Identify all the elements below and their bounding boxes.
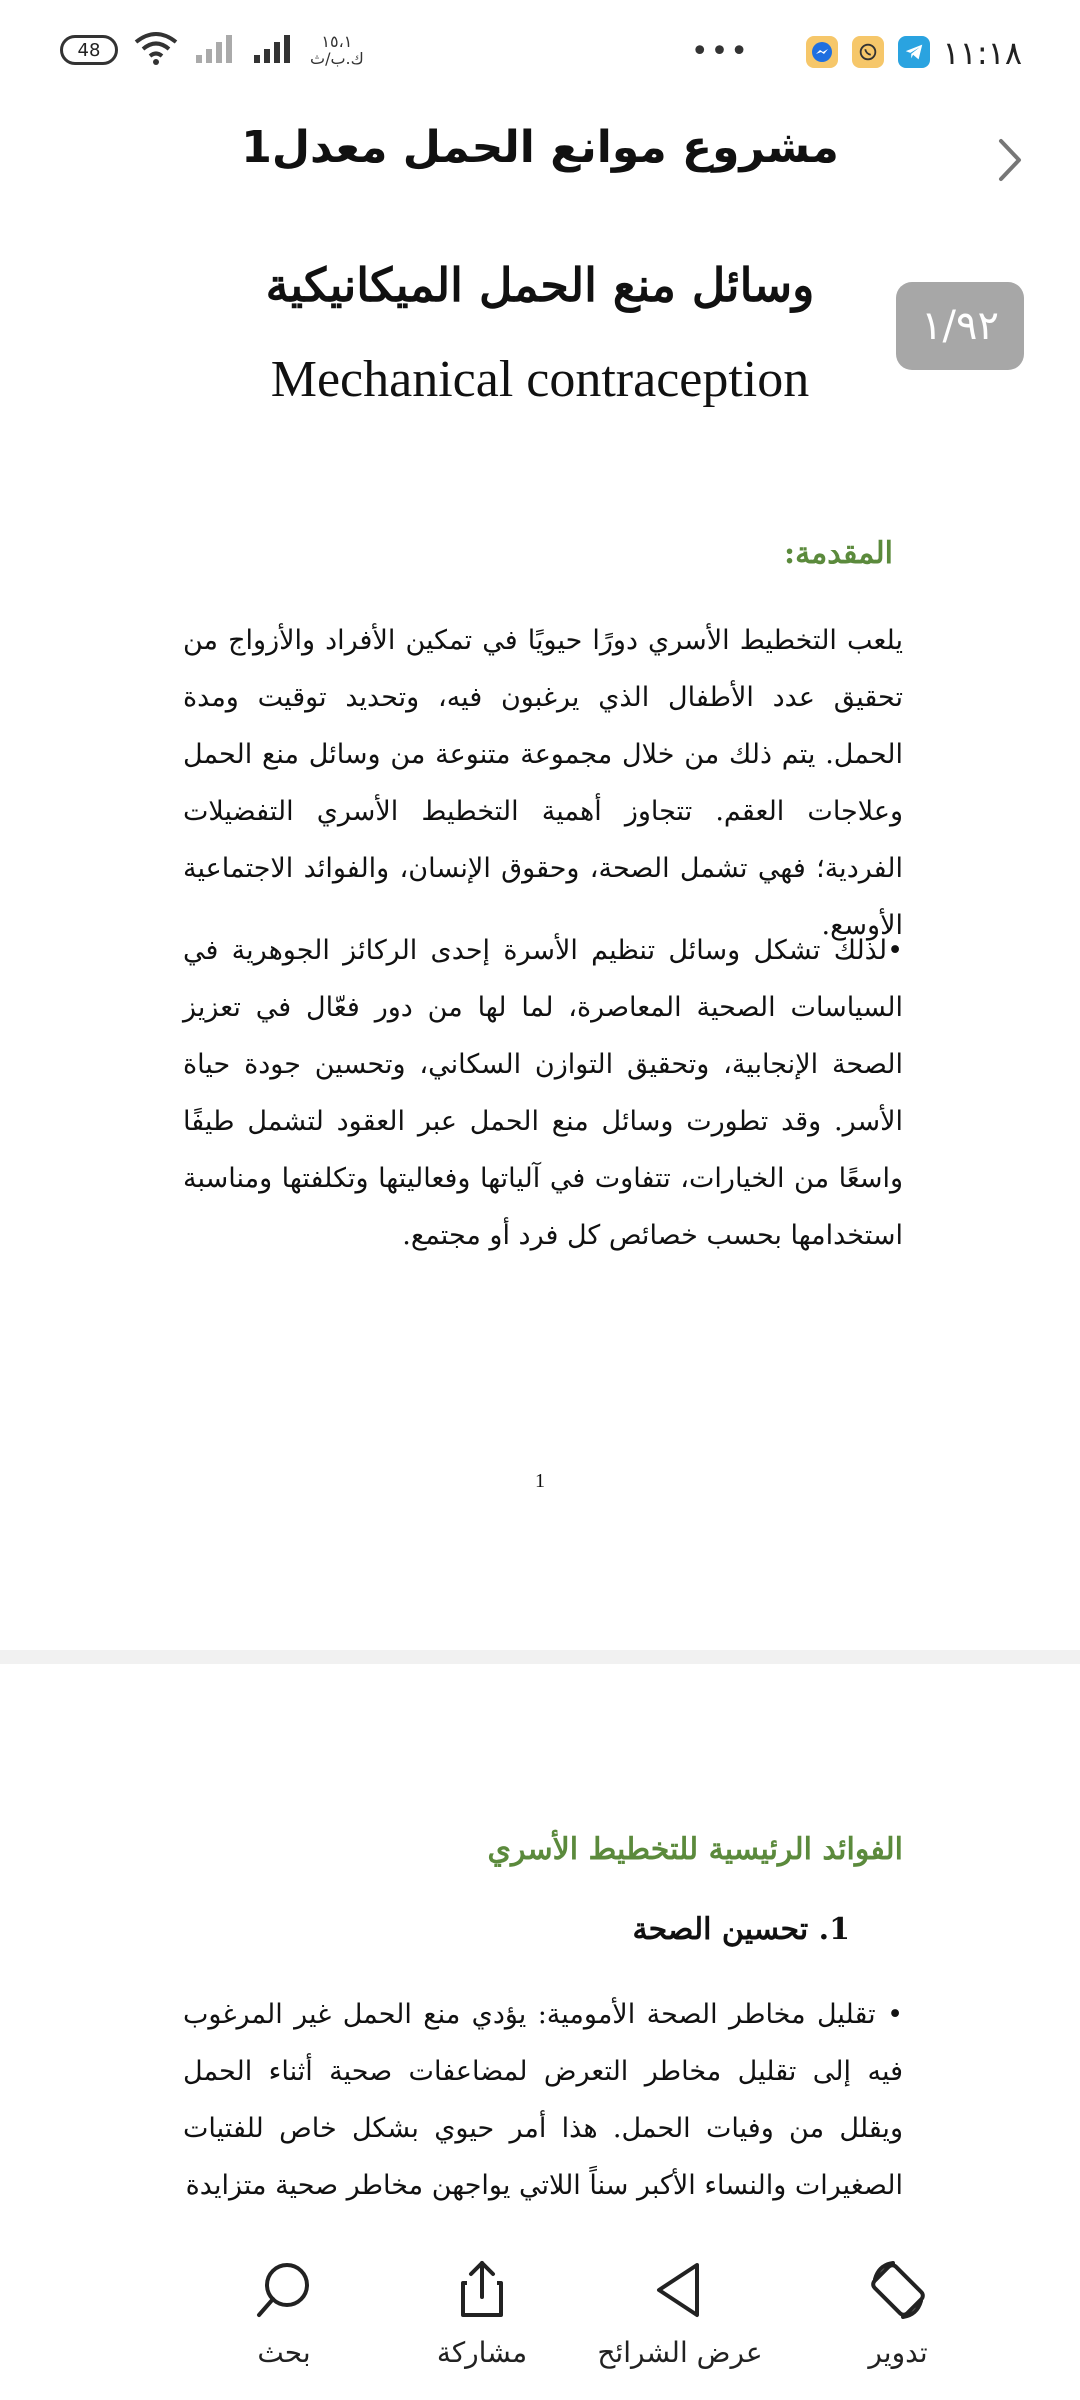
signal-icon-2 xyxy=(252,33,296,67)
intro-heading: المقدمة: xyxy=(784,536,893,571)
document-name: مشروع موانع الحمل معدل1 xyxy=(241,122,839,173)
more-notifications-icon: ••• xyxy=(690,34,750,69)
notification-icons xyxy=(806,36,930,68)
search-button[interactable] xyxy=(184,2250,384,2369)
title-bar xyxy=(0,110,1080,210)
play-triangle-icon xyxy=(647,2257,713,2323)
rotate-label: تدوير xyxy=(868,2336,928,2369)
page-indicator: ١/٩٢ xyxy=(896,282,1024,370)
page-number: 1 xyxy=(535,1470,545,1492)
benefit-paragraph-1: • تقليل مخاطر الصحة الأمومية: يؤدي منع الحمل غير المرغوب فيه إلى تقليل مخاطر التعرض لمضاعفات صحية أثناء الحمل ويقلل من وفيات الحمل. هذا أمر حيوي بشكل خاص للفتيات الصغيرات والنساء الأكبر سناً اللاتي يواجهن مخاطر صحية متزايدة xyxy=(183,1999,903,2201)
share-label: مشاركة xyxy=(436,2336,528,2369)
document-title-arabic: وسائل منع الحمل الميكانيكية xyxy=(265,258,815,312)
share-button[interactable] xyxy=(382,2250,582,2369)
share-icon xyxy=(449,2257,515,2323)
chevron-right-icon xyxy=(993,135,1027,185)
benefits-heading: الفوائد الرئيسية للتخطيط الأسري xyxy=(487,1832,903,1867)
network-speed xyxy=(310,33,364,67)
slideshow-button[interactable] xyxy=(580,2250,780,2369)
whatsapp-icon xyxy=(852,36,884,68)
document-title-english: Mechanical contraception xyxy=(270,351,810,408)
speed-unit: ك.ب/ث xyxy=(310,49,364,68)
search-icon xyxy=(251,2257,317,2323)
messenger-icon xyxy=(806,36,838,68)
battery-icon: 48 xyxy=(60,35,118,65)
speed-value: ١٥،١ xyxy=(321,32,353,51)
search-label: بحث xyxy=(257,2336,311,2369)
rotate-icon xyxy=(865,2257,931,2323)
signal-icon-1 xyxy=(194,33,238,67)
page-divider xyxy=(0,1650,1080,1664)
telegram-icon xyxy=(898,36,930,68)
status-bar xyxy=(0,0,1080,110)
rotate-button[interactable] xyxy=(798,2250,998,2369)
bottom-toolbar xyxy=(0,2220,1080,2400)
intro-paragraph-1: يلعب التخطيط الأسري دورًا حيويًا في تمكين الأفراد والأزواج من تحقيق عدد الأطفال الذي يرغبون فيه، وتحديد توقيت ومدة الحمل. يتم ذلك من خلال مجموعة متنوعة من وسائل منع الحمل وعلاجات العقم. تتجاوز أهمية التخطيط الأسري التفضيلات الفردية؛ فهي تشمل الصحة، وحقوق الإنسان، والفوائد الاجتماعية الأوسع. xyxy=(183,625,903,941)
slideshow-label: عرض الشرائح xyxy=(597,2336,763,2369)
back-button[interactable] xyxy=(980,130,1040,190)
wifi-icon xyxy=(132,30,180,70)
benefit-subheading: 1. تحسين الصحة xyxy=(632,1912,850,1947)
intro-paragraph-2: •لذلك تشكل وسائل تنظيم الأسرة إحدى الركائز الجوهرية في السياسات الصحية المعاصرة، لما لها من دور فعّال في تعزيز الصحة الإنجابية، وتحقيق التوازن السكاني، وتحسين جودة حياة الأسر. وقد تطورت وسائل منع الحمل عبر العقود لتشمل طيفًا واسعًا من الخيارات، تتفاوت في آلياتها وفعاليتها وتكلفتها ومناسبة استخدامها بحسب خصائص كل فرد أو مجتمع. xyxy=(183,935,903,1251)
status-time: ١١:١٨ xyxy=(942,34,1022,72)
